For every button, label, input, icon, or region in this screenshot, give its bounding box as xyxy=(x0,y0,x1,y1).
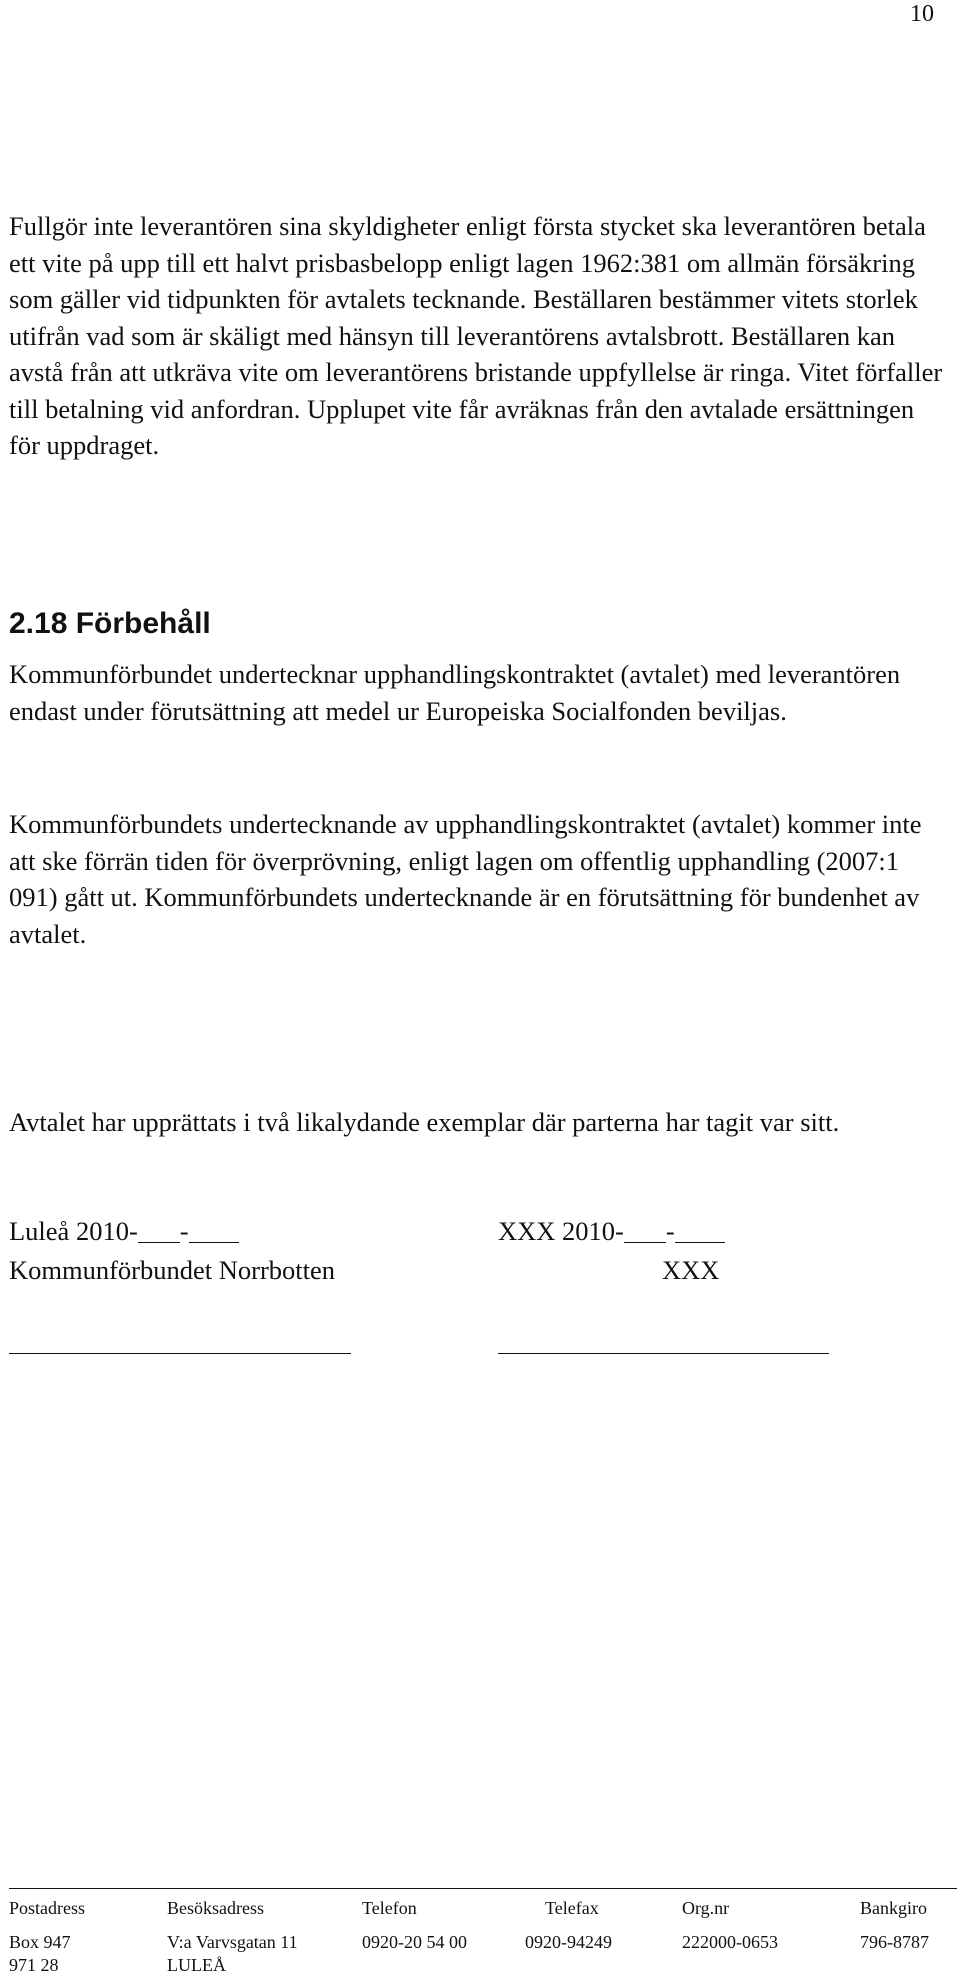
footer-header-fax: Telefax xyxy=(545,1898,599,1918)
right-date-separator: - xyxy=(665,1216,675,1246)
right-day-blank xyxy=(675,1218,725,1243)
footer-visit-line1: V:a Varvsgatan 11 xyxy=(167,1932,298,1952)
footer-postal-line1: Box 947 xyxy=(9,1932,71,1952)
footer-header-postal: Postadress xyxy=(9,1898,85,1918)
footer-visit-line2: LULEÅ xyxy=(167,1955,226,1975)
footer-phone-value: 0920-20 54 00 xyxy=(362,1932,467,1952)
footer-rule xyxy=(9,1888,957,1889)
left-day-blank xyxy=(189,1218,239,1243)
reservation-paragraph-1: Kommunförbundet undertecknar upphandlingskontraktet (avtalet) med leverantören endast under förutsättning att medel ur Europeiska Socialfonden beviljas. xyxy=(9,659,901,726)
footer-header-bankgiro: Bankgiro xyxy=(860,1898,927,1918)
left-place-date xyxy=(9,1215,239,1247)
page-number: 10 xyxy=(910,1,934,27)
footer-bankgiro-value: 796-8787 xyxy=(860,1932,929,1952)
right-place-date-prefix: XXX 2010- xyxy=(498,1216,624,1246)
left-signature-line xyxy=(9,1353,351,1354)
footer-fax-value: 0920-94249 xyxy=(525,1932,612,1952)
footer-org-value: 222000-0653 xyxy=(682,1932,778,1952)
right-signature-line xyxy=(498,1353,829,1354)
section-heading: 2.18 Förbehåll xyxy=(9,607,211,640)
right-party-name: XXX xyxy=(662,1255,720,1285)
left-party-name: Kommunförbundet Norrbotten xyxy=(9,1255,336,1285)
copies-paragraph: Avtalet har upprättats i två likalydande exemplar där parterna har tagit var sitt. xyxy=(9,1107,840,1137)
footer-header-visit: Besöksadress xyxy=(167,1898,264,1918)
left-date-separator: - xyxy=(179,1216,189,1246)
footer-header-org: Org.nr xyxy=(682,1898,730,1918)
left-place-date-prefix: Luleå 2010- xyxy=(9,1216,138,1246)
right-place-date xyxy=(498,1215,725,1247)
right-month-blank xyxy=(624,1218,666,1243)
footer-postal-line2: 971 28 xyxy=(9,1955,59,1975)
left-month-blank xyxy=(138,1218,180,1243)
penalty-paragraph: Fullgör inte leverantören sina skyldigheter enligt första stycket ska leverantören betala ett vite på upp till ett halvt prisbasbelopp enligt lagen 1962:381 om allmän försäkring som gäller vid tidpunkten för avtalets tecknande. Beställaren bestämmer vitets storlek utifrån vad som är skäligt med hänsyn till leverantörens avtalsbrott. Beställaren kan avstå från att utkräva vite om leverantörens bristande uppfyllelse är ringa. Vitet förfaller till betalning vid anfordran. Upplupet vite får avräknas från den avtalade ersättningen för uppdraget. xyxy=(9,211,943,460)
reservation-paragraph-2: Kommunförbundets undertecknande av upphandlingskontraktet (avtalet) kommer inte att ske förrän tiden för överprövning, enligt lagen om offentlig upphandling (2007:1 091) gått ut. Kommunförbundets undertecknande är en förutsättning för bundenhet av avtalet. xyxy=(9,809,922,949)
footer-header-phone: Telefon xyxy=(362,1898,417,1918)
